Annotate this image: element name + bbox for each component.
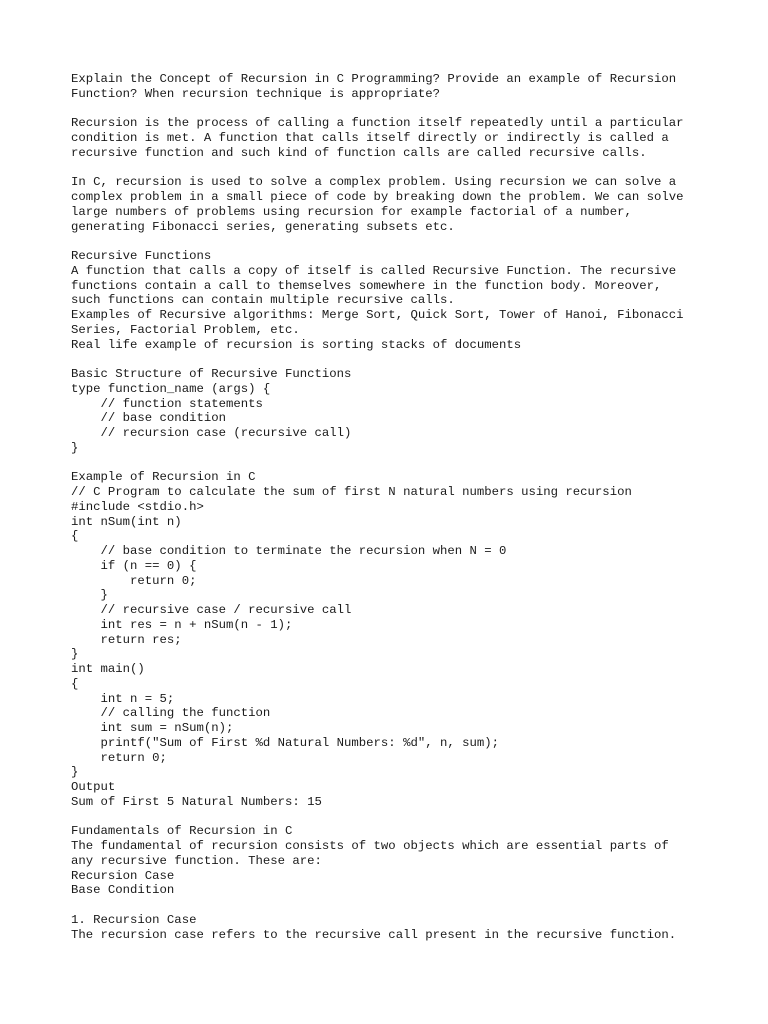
code-line: } [71,647,79,662]
section-heading: Fundamentals of Recursion in C [71,824,293,839]
text-line: Base Condition [71,883,175,898]
code-line: return res; [71,632,182,647]
text-line: complex problem in a small piece of code by breaking down the problem. We can solve [71,190,684,204]
text-line: Examples of Recursive algorithms: Merge Sort, Quick Sort, Tower of Hanoi, Fibonacci [71,308,684,322]
code-line: int main() [71,662,145,676]
text-line: recursive function and such kind of function calls are called recursive calls. [71,145,647,160]
text-line: Real life example of recursion is sorting stacks of documents [71,337,522,352]
code-line: type function_name (args) { [71,381,271,396]
text-line: The fundamental of recursion consists of two objects which are essential parts of [71,839,669,853]
section-heading: 1. Recursion Case [71,912,197,927]
code-line: #include <stdio.h> [71,499,204,514]
code-line: // base condition [71,411,226,426]
text-line: In C, recursion is used to solve a complex problem. Using recursion we can solve a [71,175,677,190]
code-line: // base condition to terminate the recursion when N = 0 [71,544,507,558]
text-line: Series, Factorial Problem, etc. [71,322,300,337]
section-heading: Recursive Functions [71,249,212,263]
code-line: int n = 5; [71,691,175,706]
text-line: Recursion Case [71,868,175,883]
code-line: // recursion case (recursive call) [71,426,352,440]
text-line [71,161,711,176]
code-line: // calling the function [71,706,271,721]
text-line: condition is met. A function that calls itself directly or indirectly is called a [71,131,669,145]
text-line [71,102,711,117]
text-line: large numbers of problems using recursion for example factorial of a number, [71,204,632,219]
code-line: return 0; [71,750,167,765]
text-line: Function? When recursion technique is appropriate? [71,86,440,101]
code-line: } [71,440,79,455]
text-line [71,456,711,471]
text-line [71,898,711,913]
text-line: such functions can contain multiple recursive calls. [71,293,455,308]
code-line: int res = n + nSum(n - 1); [71,617,293,632]
text-line: Recursion is the process of calling a function itself repeatedly until a particular [71,116,684,131]
code-line: } [71,588,108,603]
section-heading: Example of Recursion in C [71,470,256,485]
text-line [71,352,711,367]
text-line: A function that calls a copy of itself is called Recursive Function. The recursive [71,263,677,278]
text-line: any recursive function. These are: [71,853,322,868]
code-line: int sum = nSum(n); [71,721,234,735]
output-line: Sum of First 5 Natural Numbers: 15 [71,794,322,809]
text-line: generating Fibonacci series, generating subsets etc. [71,219,455,234]
code-line: // function statements [71,396,263,411]
output-label: Output [71,780,116,794]
code-line: { [71,529,79,544]
code-line: if (n == 0) { [71,558,197,573]
section-heading: Basic Structure of Recursive Functions [71,367,352,381]
text-line [71,234,711,249]
code-line: { [71,676,79,691]
code-line: // recursive case / recursive call [71,603,352,617]
code-line: printf("Sum of First %d Natural Numbers: %d", n, sum); [71,735,500,750]
code-line: int nSum(int n) [71,514,182,529]
text-line: functions contain a call to themselves somewhere in the function body. Moreover, [71,278,662,293]
text-line: Explain the Concept of Recursion in C Programming? Provide an example of Recursion [71,72,677,86]
code-line: // C Program to calculate the sum of first N natural numbers using recursion [71,485,632,499]
text-line: The recursion case refers to the recursive call present in the recursive function. [71,927,677,942]
document-page [71,72,711,942]
text-line [71,810,711,825]
code-line: } [71,765,79,780]
code-line: return 0; [71,573,197,588]
